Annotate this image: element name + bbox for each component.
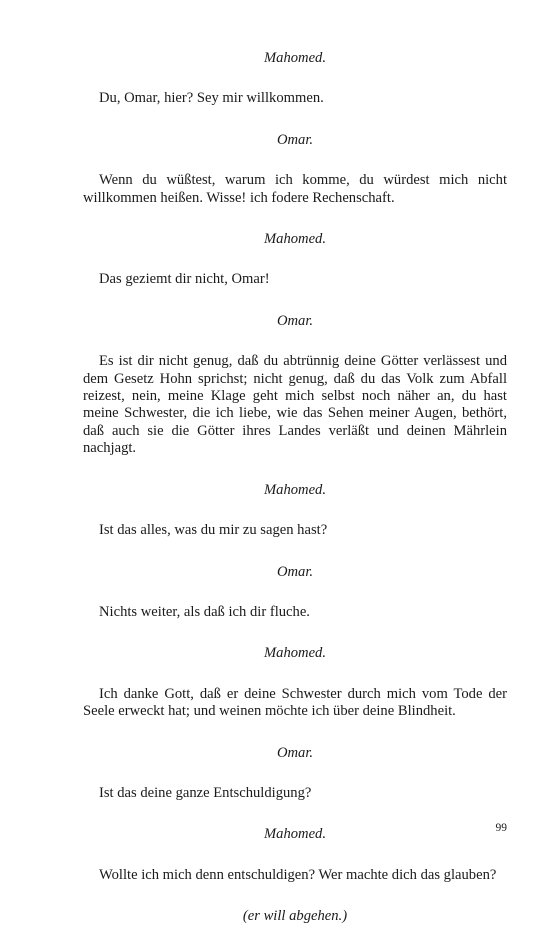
speaker-name: Omar. <box>276 563 314 580</box>
speech-paragraph: Wollte ich mich denn entschuldigen? Wer machte dich das glauben? <box>99 866 497 883</box>
speech-paragraph: Ich danke Gott, daß er deine Schwester durch mich vom Tode der Seele erweckt hat; und weinen möchte ich über deine Blindheit. <box>83 685 507 720</box>
speech-paragraph: Ist das alles, was du mir zu sagen hast? <box>99 522 328 539</box>
speaker-name: Mahomed. <box>263 826 326 843</box>
stage-direction: (er will abgehen.) <box>242 908 348 925</box>
page-number: 99 <box>495 822 507 834</box>
speech-paragraph: Nichts weiter, als daß ich dir fluche. <box>99 603 310 620</box>
speaker-name: Mahomed. <box>263 50 326 66</box>
speaker-name: Mahomed. <box>263 481 326 498</box>
speaker-name: Omar. <box>276 744 314 761</box>
speaker-name: Omar. <box>276 312 314 329</box>
speech-paragraph: Ist das deine ganze Entschuldigung? <box>99 784 312 801</box>
speaker-name: Omar. <box>276 131 314 148</box>
speaker-name: Mahomed. <box>263 645 326 662</box>
speech-paragraph: Wenn du wüßtest, warum ich komme, du würdest mich nicht willkommen heißen. Wisse! ich fodere Rechenschaft. <box>83 172 507 206</box>
speech-paragraph: Das geziemt dir nicht, Omar! <box>99 271 270 288</box>
speech-paragraph: Du, Omar, hier? Sey mir willkommen. <box>99 90 324 107</box>
page-text-column <box>83 50 507 926</box>
speech-paragraph: Es ist dir nicht genug, daß du abtrünnig deine Götter verlässest und dem Gesetz Hohn sprichst; nicht genug, daß du das Volk zum Abfall reizest, nein, meine Klage geht mich selbst noch näher an, du hast meine Schwester, die ich liebe, wie das Sehen meiner Augen, bethört, daß auch sie die Götter ihres Landes verläßt und deinen Mährlein nachjagt. <box>83 353 507 457</box>
speaker-name: Mahomed. <box>263 231 326 248</box>
